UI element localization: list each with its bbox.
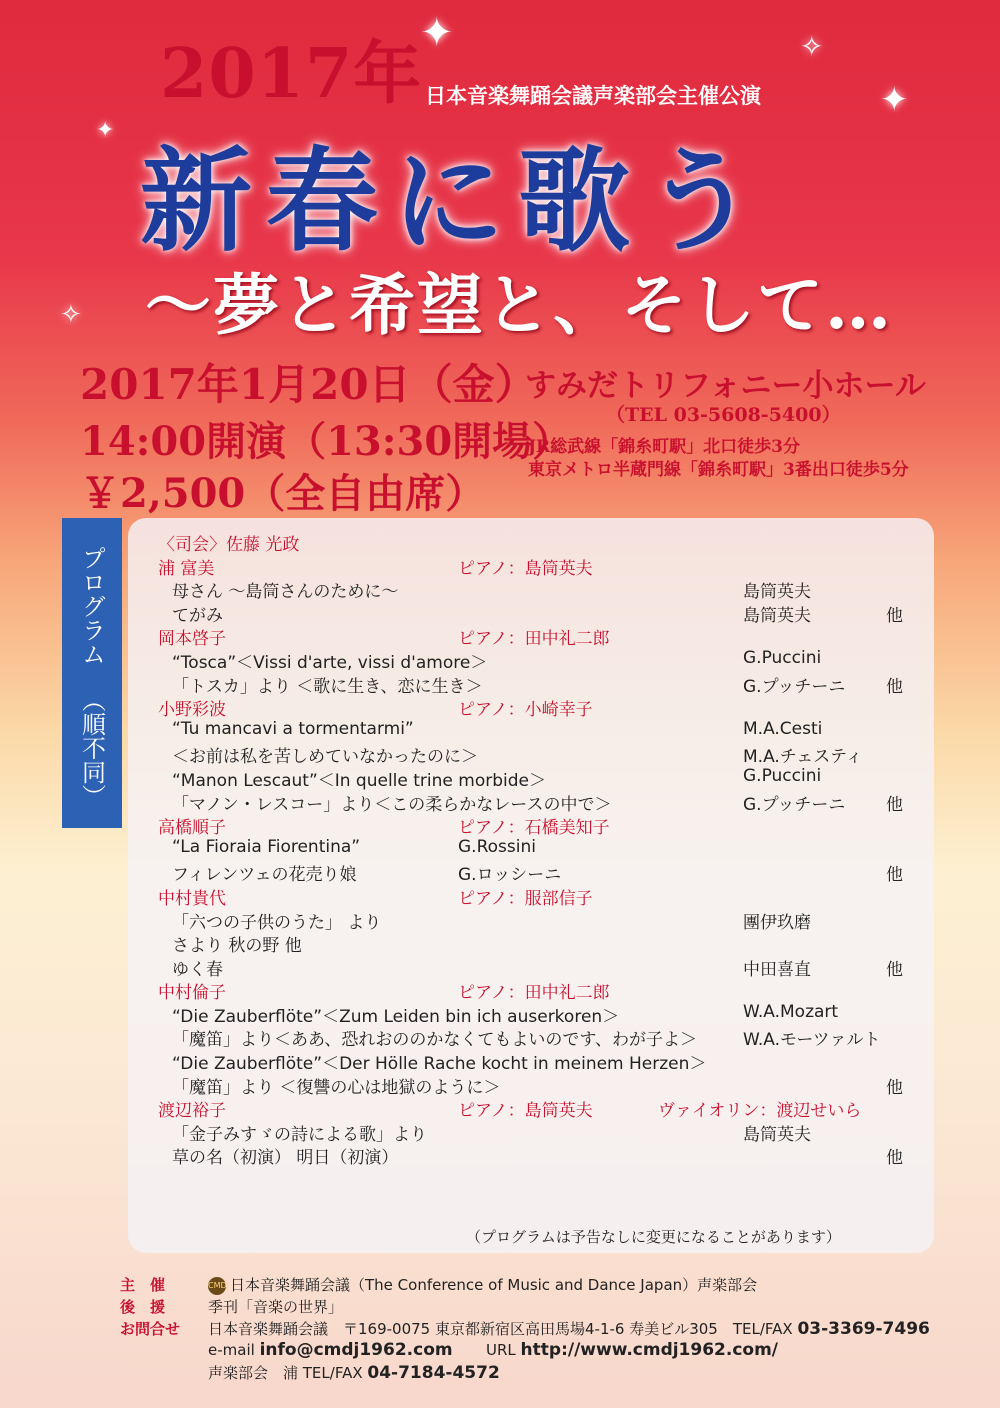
piece-c1: 「金子みすゞの詩による歌」より (172, 1124, 427, 1145)
performer-c1: 中村貴代 (158, 888, 226, 909)
section-contact-label: 声楽部会 浦 TEL/FAX (208, 1364, 363, 1382)
performer-row (158, 884, 918, 908)
event-time: 14:00開演（13:30開場） (80, 418, 573, 465)
piece-c4: 團伊玖磨 (743, 912, 811, 933)
piece-c1: “Tu mancavi a tormentarmi” (172, 718, 414, 739)
piece-c1: ゆく春 (172, 959, 223, 980)
piece-c4: G.Puccini (743, 765, 822, 786)
email-line (208, 1340, 778, 1360)
piece-row (158, 837, 918, 861)
piece-row (158, 1025, 918, 1049)
url-link[interactable]: http://www.cmdj1962.com/ (520, 1340, 779, 1360)
page-subtitle: ～夢と希望と、そして… (145, 266, 893, 344)
performer-c2: ピアノ：小崎幸子 (458, 700, 593, 721)
mc-row (158, 530, 918, 554)
access-metro: 東京メトロ半蔵門線「錦糸町駅」3番出口徒歩5分 (528, 460, 909, 480)
piece-row (158, 1002, 918, 1026)
piece-row (158, 955, 918, 979)
performer-c2: ピアノ：島筒英夫 (458, 558, 593, 579)
organizer (208, 1274, 757, 1295)
section-contact (208, 1362, 500, 1383)
performer-c1: 小野彩波 (158, 700, 226, 721)
piece-c5: 他 (886, 959, 903, 980)
piece-row (158, 719, 918, 743)
performer-c1: 中村倫子 (158, 983, 226, 1004)
piece-row (158, 931, 918, 955)
performer-c2: ピアノ：田中礼二郎 (458, 983, 610, 1004)
piece-row (158, 908, 918, 932)
piece-row (158, 1120, 918, 1144)
piece-c4: 島筒英夫 (743, 582, 811, 603)
piece-c1: “La Fioraia Fiorentina” (172, 836, 361, 857)
performer-c2: ピアノ：石橋美知子 (458, 818, 610, 839)
performer-c1: 岡本啓子 (158, 629, 226, 650)
piece-c1: 「魔笛」より＜ああ、恐れおののかなくてもよいのです、わが子よ＞ (172, 1030, 697, 1051)
event-price: ￥2,500（全自由席） (80, 470, 486, 517)
sponsor-label: 後 援 (120, 1298, 166, 1316)
contact-address: 日本音楽舞踊会議 〒169-0075 東京都新宿区高田馬場4-1-6 寿美ビル305 TEL/FAX (208, 1320, 793, 1338)
sparkle-icon: ✦ (880, 80, 909, 120)
piece-c1: てがみ (172, 605, 223, 626)
piece-c5: 他 (886, 605, 903, 626)
sparkle-icon: ✧ (60, 300, 82, 330)
email-link[interactable]: info@cmdj1962.com (259, 1340, 453, 1360)
piece-row (158, 790, 918, 814)
piece-c5: 他 (886, 1077, 903, 1098)
mc-label: 〈司会〉佐藤 光政 (158, 535, 300, 555)
url-label: URL (486, 1341, 516, 1359)
piece-c4: M.A.Cesti (743, 718, 823, 739)
piece-c5: 他 (886, 1148, 903, 1169)
program-list (158, 530, 918, 1167)
performer-row (158, 1096, 918, 1120)
contact-org (208, 1318, 930, 1339)
organizer-name: 日本音楽舞踊会議（The Conference of Music and Dance Japan）声楽部会 (230, 1276, 758, 1294)
piece-c4: W.A.モーツァルト (743, 1030, 881, 1051)
piece-row (158, 648, 918, 672)
performer-c2: ピアノ：田中礼二郎 (458, 629, 610, 650)
sparkle-icon: ✧ (800, 30, 824, 63)
piece-row (158, 601, 918, 625)
piece-c2: G.ロッシーニ (458, 865, 562, 886)
piece-c1: “Die Zauberflöte”＜Zum Leiden bin ich auserkoren＞ (172, 1006, 620, 1027)
program-order-note: （順不同） (77, 688, 106, 808)
piece-c1: 「六つの子供のうた」 より (172, 912, 382, 933)
access-jr: JR総武線「錦糸町駅」北口徒歩3分 (528, 437, 800, 457)
performer-c1: 浦 富美 (158, 558, 215, 579)
piece-row (158, 1143, 918, 1167)
contact-label: お問合せ (120, 1320, 181, 1338)
performer-row (158, 624, 918, 648)
sparkle-icon: ✦ (96, 118, 115, 143)
piece-row (158, 742, 918, 766)
piece-c4: G.プッチーニ (743, 794, 846, 815)
piece-row (158, 672, 918, 696)
program-side-label (62, 518, 122, 828)
piece-c1: 母さん ～島筒さんのために～ (172, 582, 399, 603)
organizer-label: 主 催 (120, 1276, 166, 1294)
piece-row (158, 1049, 918, 1073)
program-notice: （プログラムは予告なしに変更になることがあります） (466, 1228, 841, 1246)
performer-row (158, 978, 918, 1002)
event-venue: すみだトリフォニー小ホール (525, 368, 926, 404)
piece-c1: 「マノン・レスコー」より＜この柔らかなレースの中で＞ (172, 794, 612, 815)
piece-c1: ＜お前は私を苦しめていなかったのに＞ (172, 747, 478, 768)
performer-c2: ピアノ：島筒英夫 (458, 1101, 593, 1122)
sparkle-icon: ✦ (420, 10, 454, 56)
program-rows (158, 554, 918, 1167)
piece-c4: G.プッチーニ (743, 676, 846, 697)
piece-c4: 島筒英夫 (743, 605, 811, 626)
piece-c4: 島筒英夫 (743, 1124, 811, 1145)
contact-tel: 03-3369-7496 (797, 1319, 930, 1339)
host-line: 日本音楽舞踊会議声楽部会主催公演 (425, 83, 761, 108)
piece-c1: 草の名（初演） 明日（初演） (172, 1148, 399, 1169)
piece-c4: 中田喜直 (743, 959, 811, 980)
performer-row (158, 695, 918, 719)
piece-row (158, 1073, 918, 1097)
piece-c1: “Die Zauberflöte”＜Der Hölle Rache kocht in meinem Herzen＞ (172, 1054, 707, 1075)
venue-tel: （TEL 03-5608-5400） (606, 404, 841, 426)
performer-row (158, 554, 918, 578)
piece-c5: 他 (886, 794, 903, 815)
performer-c2: ピアノ：服部信子 (458, 888, 593, 909)
performer-c1: 高橋順子 (158, 818, 226, 839)
piece-c2: G.Rossini (458, 836, 536, 857)
piece-c4: M.A.チェスティ (743, 747, 863, 768)
event-date: 2017年1月20日（金） (80, 360, 537, 409)
page-title: 新春に歌う (140, 136, 770, 267)
piece-c4: G.Puccini (743, 647, 822, 668)
piece-row (158, 577, 918, 601)
program-label: プログラム (77, 546, 106, 666)
performer-row (158, 813, 918, 837)
email-label: e-mail (208, 1341, 255, 1359)
section-tel: 04-7184-4572 (367, 1363, 500, 1383)
piece-row (158, 766, 918, 790)
piece-c1: 「魔笛」より ＜復讐の心は地獄のように＞ (172, 1077, 501, 1098)
piece-row (158, 860, 918, 884)
sponsor: 季刊「音楽の世界」 (208, 1298, 344, 1316)
header-year: 2017年 (160, 34, 423, 114)
piece-c1: “Tosca”＜Vissi d'arte, vissi d'amore＞ (172, 652, 488, 673)
performer-c1: 渡辺裕子 (158, 1101, 226, 1122)
piece-c5: 他 (886, 865, 903, 886)
piece-c4: W.A.Mozart (743, 1001, 839, 1022)
piece-c1: フィレンツェの花売り娘 (172, 865, 357, 886)
piece-c1: 「トスカ」より ＜歌に生き、恋に生き＞ (172, 676, 483, 697)
piece-c1: さより 秋の野 他 (172, 936, 302, 957)
performer-c3: ヴァイオリン：渡辺せいら (658, 1101, 862, 1122)
piece-c5: 他 (886, 676, 903, 697)
piece-c1: “Manon Lescaut”＜In quelle trine morbide＞ (172, 770, 546, 791)
cmdj-logo-icon: CMDJ (208, 1277, 226, 1295)
